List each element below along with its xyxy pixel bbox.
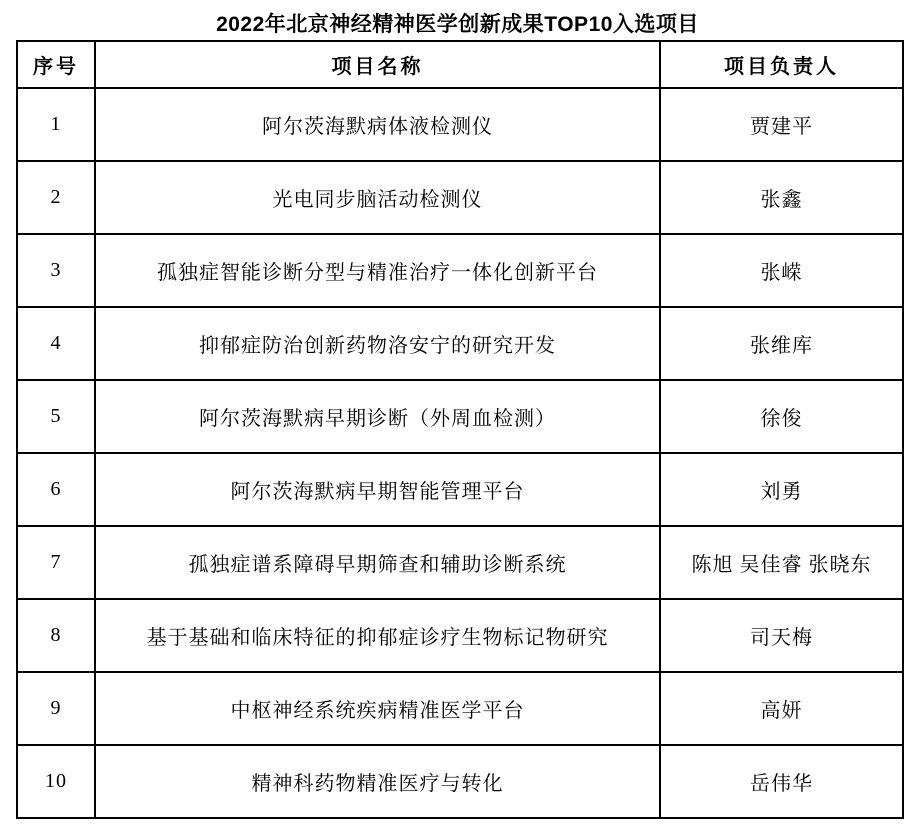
project-name-cell: 抑郁症防治创新药物洛安宁的研究开发 (95, 307, 660, 380)
project-name-cell: 阿尔茨海默病体液检测仪 (95, 88, 660, 161)
row-number-cell: 3 (17, 234, 95, 307)
header-no: 序号 (17, 41, 95, 88)
project-name-cell: 阿尔茨海默病早期诊断（外周血检测） (95, 380, 660, 453)
row-number-cell: 9 (17, 672, 95, 745)
row-number-cell: 2 (17, 161, 95, 234)
row-number-cell: 10 (17, 745, 95, 818)
header-project-name: 项目名称 (95, 41, 660, 88)
row-number-cell: 5 (17, 380, 95, 453)
table-row (17, 234, 903, 307)
project-name-cell: 精神科药物精准医疗与转化 (95, 745, 660, 818)
page-title: 2022年北京神经精神医学创新成果TOP10入选项目 (216, 13, 699, 36)
project-name-cell: 基于基础和临床特征的抑郁症诊疗生物标记物研究 (95, 599, 660, 672)
row-number-cell: 7 (17, 526, 95, 599)
table-row (17, 526, 903, 599)
project-leader-cell: 岳伟华 (660, 745, 903, 818)
project-leader-cell: 司天梅 (660, 599, 903, 672)
top10-table (16, 40, 904, 819)
table-row (17, 380, 903, 453)
row-number-cell: 1 (17, 88, 95, 161)
row-number-cell: 6 (17, 453, 95, 526)
project-name-cell: 中枢神经系统疾病精准医学平台 (95, 672, 660, 745)
table-row (17, 161, 903, 234)
project-name-cell: 孤独症谱系障碍早期筛查和辅助诊断系统 (95, 526, 660, 599)
header-project-leader: 项目负责人 (660, 41, 903, 88)
row-number-cell: 4 (17, 307, 95, 380)
project-leader-cell: 张维库 (660, 307, 903, 380)
project-leader-cell: 陈旭 吴佳睿 张晓东 (660, 526, 903, 599)
project-leader-cell: 张嵘 (660, 234, 903, 307)
project-name-cell: 光电同步脑活动检测仪 (95, 161, 660, 234)
table-row (17, 745, 903, 818)
table-row (17, 88, 903, 161)
row-number-cell: 8 (17, 599, 95, 672)
table-row (17, 599, 903, 672)
project-name-cell: 阿尔茨海默病早期智能管理平台 (95, 453, 660, 526)
project-name-cell: 孤独症智能诊断分型与精准治疗一体化创新平台 (95, 234, 660, 307)
table-header-row (17, 41, 903, 88)
project-leader-cell: 徐俊 (660, 380, 903, 453)
table-row (17, 453, 903, 526)
table-row (17, 672, 903, 745)
project-leader-cell: 张鑫 (660, 161, 903, 234)
project-leader-cell: 贾建平 (660, 88, 903, 161)
table-row (17, 307, 903, 380)
project-leader-cell: 刘勇 (660, 453, 903, 526)
project-leader-cell: 高妍 (660, 672, 903, 745)
